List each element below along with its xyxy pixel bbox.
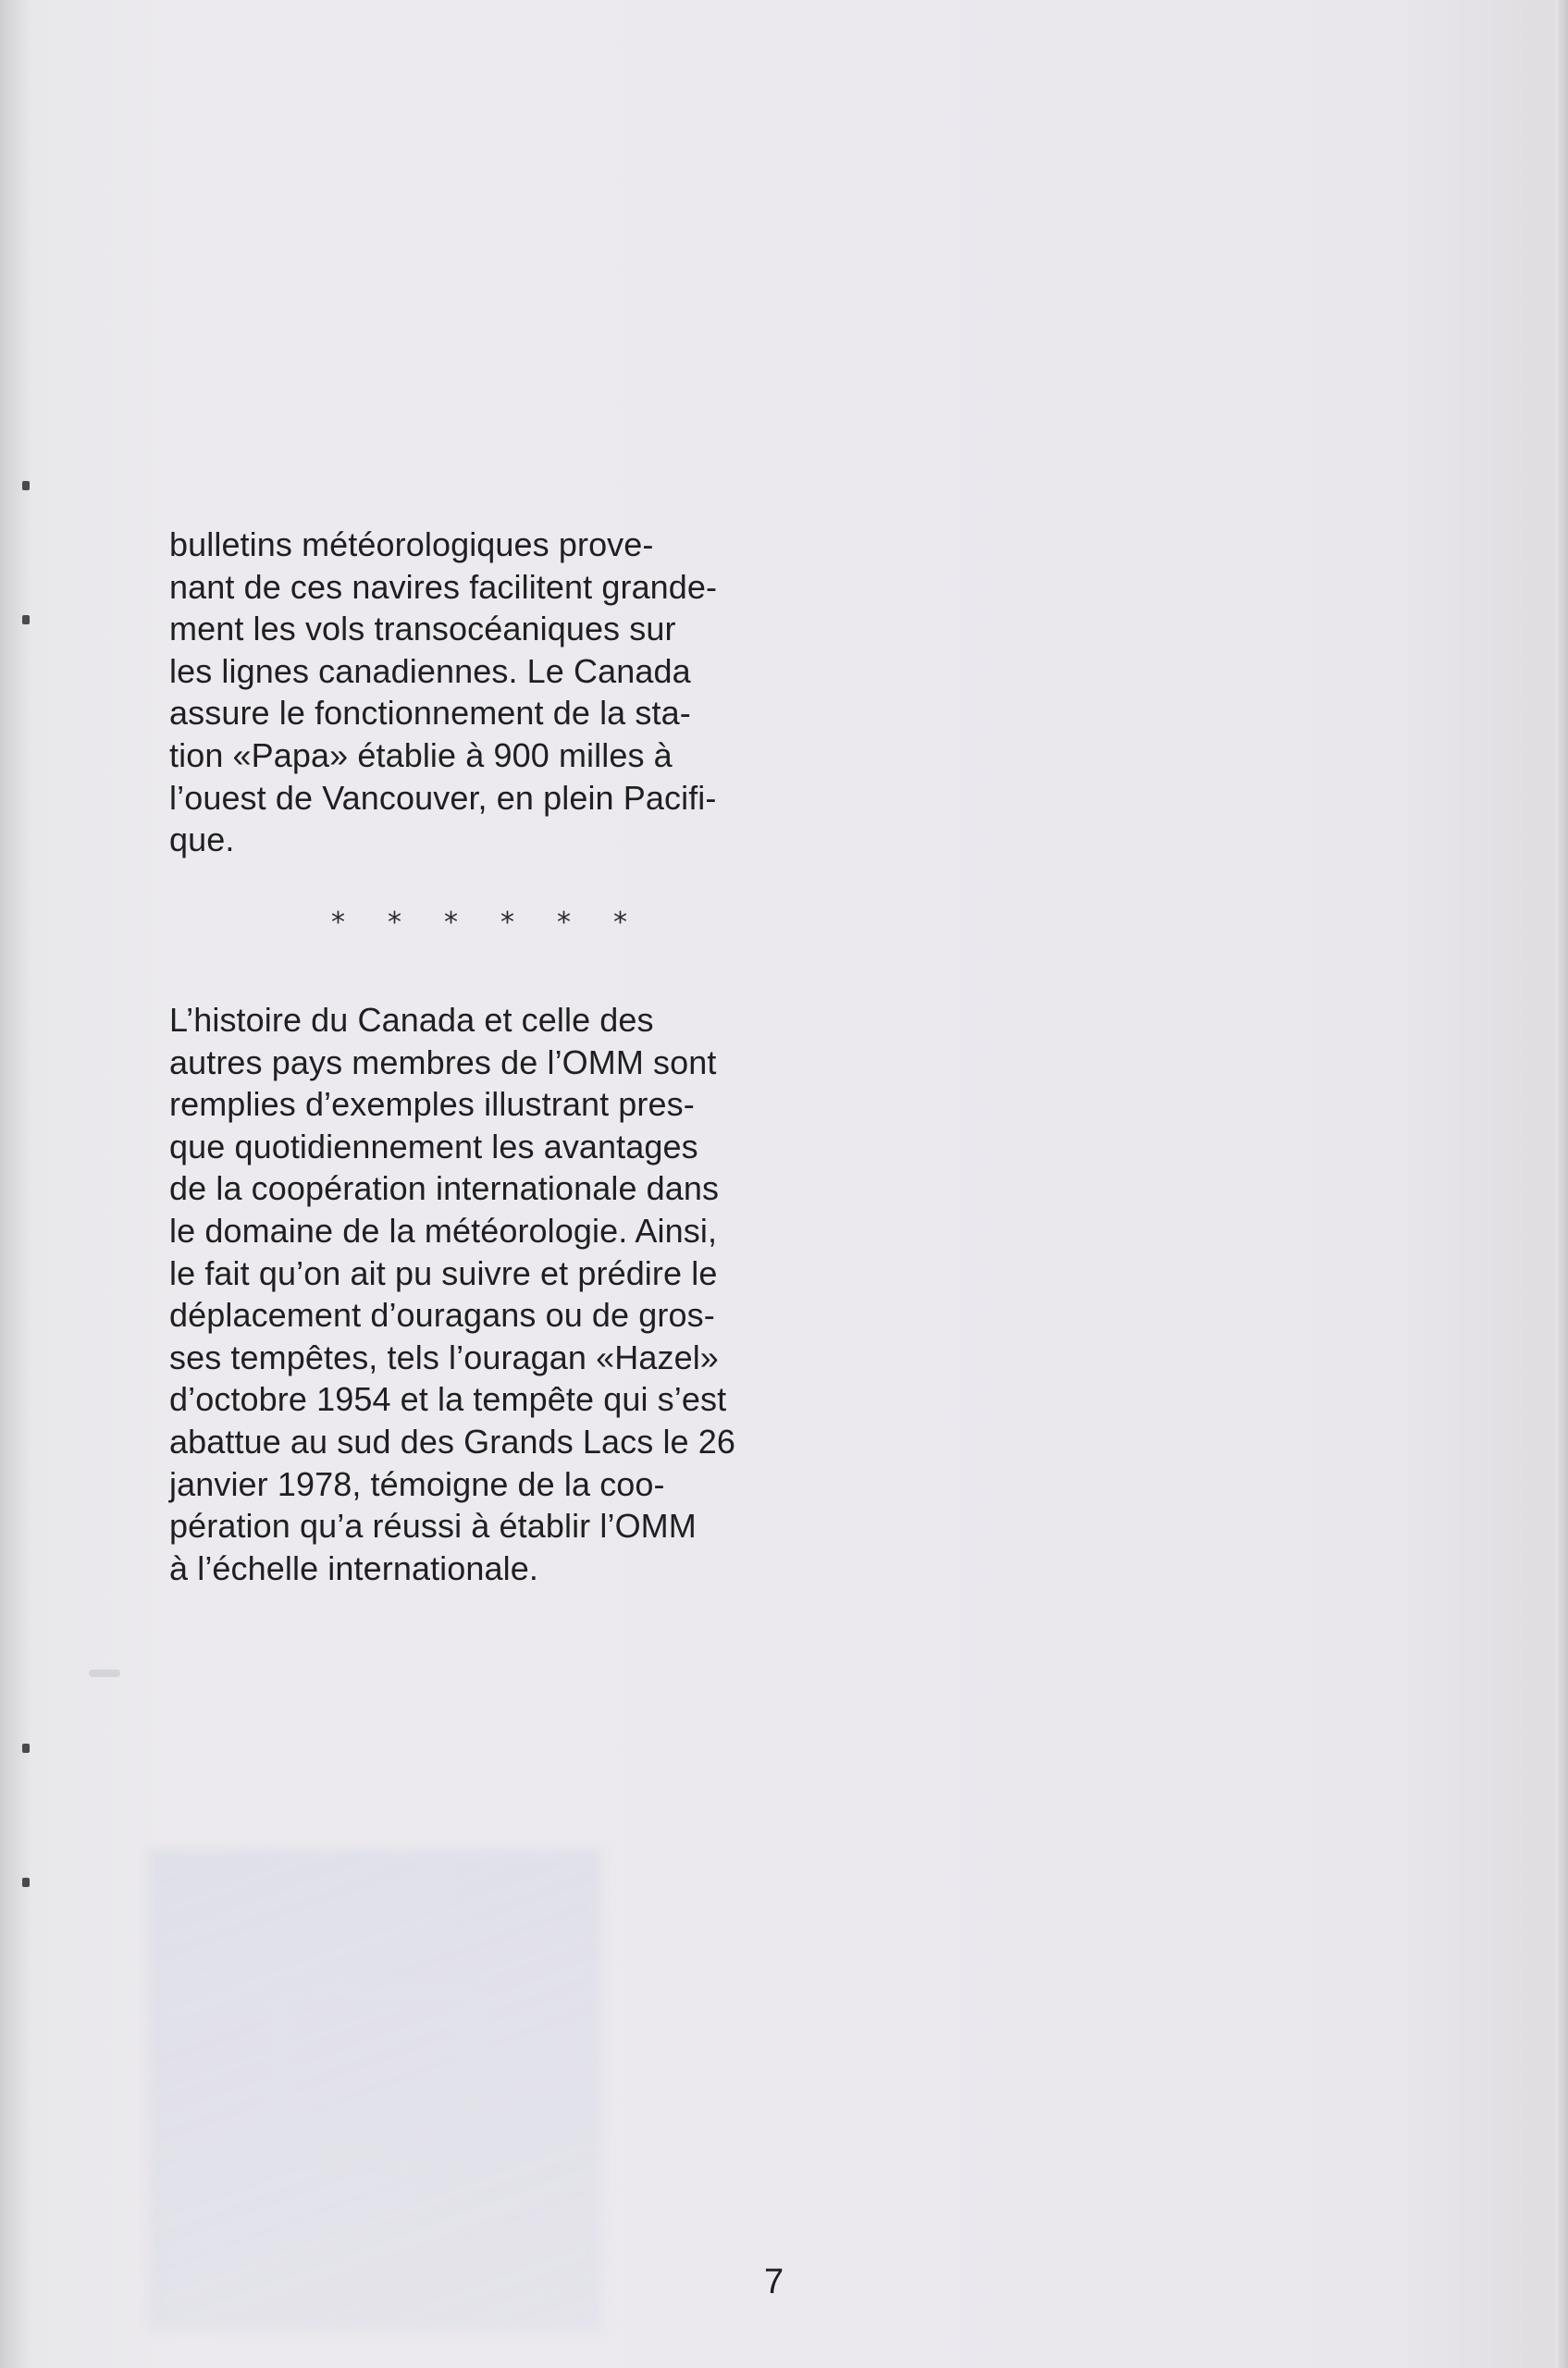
paragraph-1: bulletins météorologiques prove- nant de ces navires facilitent grande- ment les vols transocéaniques sur les lignes canadiennes. Le Canada assure le fonctionnement de la sta- tion «Papa» établie à 900 milles à l’ouest de Vancouver, en plein Pacifi- que. [169,525,718,859]
page-edge [1555,0,1568,2368]
staple-mark-3 [22,1744,30,1753]
staple-mark-4 [22,1878,30,1887]
separator-star: * [557,906,571,939]
separator-star: * [331,906,345,939]
separator-star: * [444,906,458,939]
binding-spine [0,0,31,2368]
staple-mark-1 [22,481,30,490]
paper-smudge [89,1670,120,1677]
show-through-image [148,1850,601,2331]
page-number: 7 [764,2263,784,2301]
section-separator [331,906,627,939]
separator-star: * [500,906,514,939]
separator-star: * [388,906,401,939]
separator-star: * [613,906,627,939]
paragraph-2: L’histoire du Canada et celle des autres pays membres de l’OMM sont remplies d’exemples illustrant pres- que quotidiennement les avantages de la coopération internationale dans le domaine de la météorologie. Ainsi, le fait qu’on ait pu suivre et prédire le déplacement d’ouragans ou de gros- ses tempêtes, tels l’ouragan «Hazel» d’octobre 1954 et la tempête qui s’est abattue au sud des Grands Lacs le 26 janvier 1978, témoigne de la coo- pération qu’a réussi à établir l’OMM à l’échelle internationale. [169,1001,736,1587]
staple-mark-2 [22,615,30,624]
